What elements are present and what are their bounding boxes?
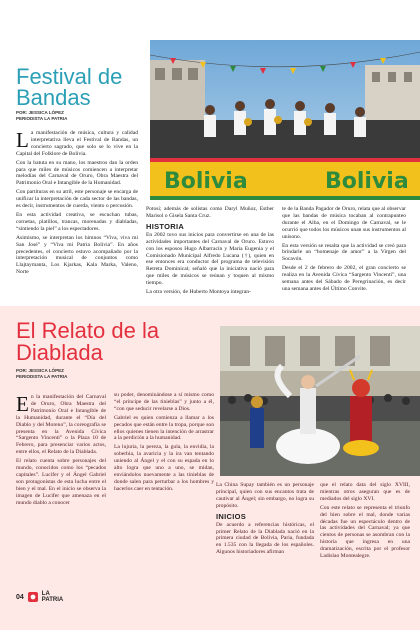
paragraph: En esta actividad creativa, se escuchan tubas, cornetas, platillos, trancas, morenadas y diabladas, “sintiendo la piel” a los espectadores. <box>16 211 138 232</box>
paragraph: que el relato data del siglo XVIII, mientras otros aseguran que es de mediados del siglo XVI. <box>320 482 410 502</box>
paragraph: La China Supay también es un personaje principal, quien con sus encantos trata de cautivar al Ángel; sin embargo, no logra su propósito. <box>216 482 314 509</box>
paragraph: te de la Banda Pagador de Oruro, relata que al observar que las bandas de música tocaban al contrapunteo durante el Alba, en el Domingo de Carnaval, se le ocurrió que todos los músicos unan sus instrumentos al unísono. <box>282 206 406 240</box>
paragraph: La lujuria, la pereza, la gula, la envidia, la soberbia, la avaricia y la ira van tentando uniendo al Ángel y el con su espada en lo alto logra que uno a uno, se midan, enviándolos nuevamente a las tinieblas de donde salen para perturbar a los hombres y hacerlos caer en tentación. <box>114 444 214 492</box>
section2-byline: POR: JESSICA LÓPEZ PERIODISTA LA PATRIA <box>16 368 68 379</box>
paragraph: Asimismo, se interpretan los himnos “Viva, viva mi San José” y “Viva mi Patria Bolivia”. En años precedentes, el concierto estuvo acompañado por la interpretación musical de conjuntos como Llajtaymanta, Los Kjarkas, Kala Marka, Valeno, Norte <box>16 234 138 276</box>
section1-column-2 <box>146 206 274 302</box>
la-patria-logo-icon <box>28 592 38 602</box>
section1-byline: POR: JESSICA LÓPEZ PERIODISTA LA PATRIA <box>16 110 68 121</box>
page-footer <box>16 590 63 604</box>
section1-dropcap: L <box>16 130 29 152</box>
paragraph: a manifestación de música, cultura y calidad interpretativa lleva el Festival de Bandas, un concierto sagrado, que solo se lo vive en la Capital del Folklore de Bolivia. <box>16 130 138 157</box>
section2-column-4 <box>320 482 410 582</box>
paragraph: su poder, denominándose a sí mismo como “el príncipe de las tinieblas” y junto a él, “con que seducir revelarse a Dios. <box>114 392 214 412</box>
paragraph: Potosí; además de solistas como Daryl Muñoz, Esther Marisol o Gisela Santa Cruz. <box>146 206 274 219</box>
paragraph: Con la batuta en su mano, los maestros dan la orden para que miles de músicos comiencen a interpretar melodías del Carnaval de Oruro, Obra Maestra del Patrimonio Oral e Intangible de la Humanidad. <box>16 159 138 187</box>
logo-name <box>42 591 63 603</box>
paragraph: Gabriel es quien comienza a llamar a los pecados que están entre la tropa, porque son ellos quienes tienen la intención de arrastrar a la perdición a la humanidad. <box>114 414 214 442</box>
paragraph: n la manifestación del Carnaval de Oruro, Obra Maestra del Patrimonio Oral e Intangible de la Humanidad, durante el “Día del Diablo y del Moreno”, la coreografía se presenta en la Avenida Cívica “Sargento Vincenti” o la Plaza 10 de Febrero, para presenciar varios actos, entre ellos, el Relato de la Diablada. <box>16 394 106 456</box>
section2-subheading: INICIOS <box>216 511 247 521</box>
section2-title: El Relato de la Diablada <box>16 318 160 365</box>
paragraph: De acuerdo a referencias históricas, el primer Relato de la Diablada nació en la primera ciudad de Bolivia, Paria, fundada en 1.535 con la llegada de los españoles. Algunos historiadores afirman <box>216 521 314 556</box>
paragraph: Con partituras en su atril, este personaje se encarga de unificar la interpretación de cada sector de las bandas, es decir, instrumentos de cuerda, viento o percusión. <box>16 189 138 210</box>
section2-dropcap: E <box>16 394 29 416</box>
festival-photo <box>150 40 420 200</box>
section1-column-1 <box>16 130 138 302</box>
section1-subheading: HISTORIA <box>146 221 185 231</box>
logo-line-1: LA <box>41 591 50 597</box>
paragraph: En esta versión se resalta que la actividad se creó para brindarle un “homenaje de amor” a la Virgen del Socavón. <box>282 242 406 263</box>
page-number: 04 <box>16 593 24 601</box>
paragraph: El relato cuenta sobre personajes del mundo, conocidos como los “pecados capitales”. Lucifer y el Ángel Gabriel son protagonistas de esta lucha entre el bien y el mal. En el inicio se observa la imagen de Lucifer que amenaza en el mundo diablo a conocer <box>16 458 106 506</box>
paragraph: Con este relato se representa el triunfo del bien sobre el mal, donde varias décadas fue un espectáculo dentro de las actividades del Carnaval; ya que cientos de personas se asombran con la historia que ingresa en una dramatización, escrita por el profesor Ladislao Montealegre. <box>320 504 410 560</box>
section1-title: Festival de Bandas <box>16 64 123 110</box>
section2-column-1 <box>16 394 106 582</box>
section2-column-2 <box>114 392 214 580</box>
section1-column-3 <box>282 206 406 302</box>
paragraph: La otra versión, de Huberto Montoya integran- <box>146 289 251 296</box>
paragraph: Desde el 2 de febrero de 2002, el gran concierto se realiza en la Avenida Cívica “Sargento Vincenti”, una semana antes del Sábado de Peregrinación, es decir una semana antes del Último Convite. <box>282 265 406 292</box>
paragraph: En 2002 tuvo sus inicios para convertirse en una de las actividades importantes del Carnaval de Oruro. Estuvo con los esposos Hugo Albarracín y Maria Eugenia y el Comisionado Municipal Alfredo Lucana (†), quien en ese entonces era conductor del programa de televisión Retreta Dominical; señaló que la iniciativa nació para que miles de músicos se reúnan y toquen al mismo tiempo. <box>146 231 274 287</box>
logo-line-2: PATRIA <box>41 597 64 603</box>
banner-text-left: Bolivia <box>164 169 248 194</box>
banner-text-right: Bolivia <box>325 169 409 194</box>
diablada-photo <box>220 326 420 476</box>
section2-column-3 <box>216 482 314 582</box>
